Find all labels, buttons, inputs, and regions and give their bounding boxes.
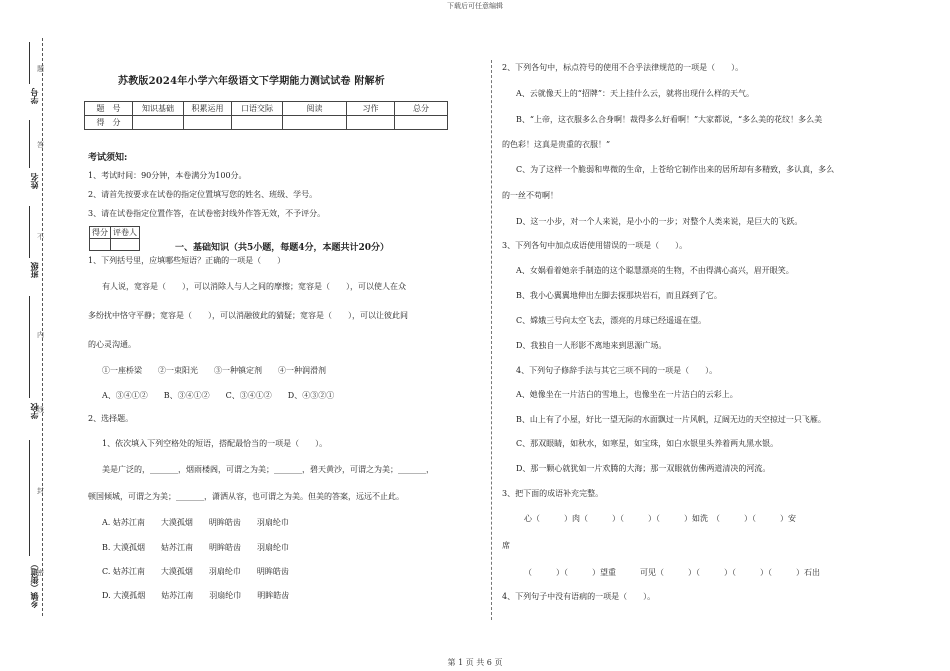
option-line: A、她像坐在一片洁白的雪地上，也像坐在一片洁白的云彩上。 (516, 390, 738, 399)
score-header-cell: 口语交际 (232, 102, 283, 116)
option-line: B、“上帝，这衣服多么合身啊！裁得多么好看啊！”大家都说，“多么美的花纹！多么美 (516, 115, 823, 124)
binding-label-school: 学校 (29, 403, 39, 419)
option-line: ①一座桥梁 ②一束阳光 ③一种镇定剂 ④一种润滑剂 (102, 366, 326, 375)
score-header-cell: 知识基础 (133, 102, 184, 116)
score-cell[interactable] (347, 116, 395, 130)
option-line: A、云就像天上的“招牌”：天上挂什么云，就将出现什么样的天气。 (516, 89, 754, 98)
binding-mark: 题 (37, 65, 44, 73)
score-cell[interactable] (232, 116, 283, 130)
score-cell[interactable] (395, 116, 448, 130)
grader-box-grader-cell[interactable] (111, 239, 140, 251)
notice-item: 1、考试时间：90分钟，本卷满分为100分。 (88, 171, 247, 180)
score-table (84, 101, 448, 130)
question-line: 4、下列句子中没有语病的一项是（ ）。 (502, 592, 656, 601)
option-line: D. 大漠孤烟 姑苏江南 羽扇纶巾 明眸皓齿 (102, 591, 290, 600)
question-line: 2、下列各句中，标点符号的使用不合乎法律规范的一项是（ ）。 (502, 63, 744, 72)
binding-mark: 线 (37, 406, 44, 414)
option-line: 的一丝不苟啊！ (502, 191, 558, 200)
blank-line-class (29, 206, 30, 258)
score-table-score-row (85, 116, 448, 130)
option-line: B、山上有了小屋，好比一望无际的水面飘过一片风帆，辽阔无边的天空掠过一只飞雁。 (516, 415, 826, 424)
score-header-cell: 题 号 (85, 102, 133, 116)
score-header-cell: 积累运用 (184, 102, 232, 116)
option-line: A. 姑苏江南 大漠孤烟 明眸皓齿 羽扇纶巾 (102, 518, 289, 527)
idiom-fill-line: 席 (502, 541, 510, 550)
blank-line-school (29, 296, 30, 398)
question-line: 1、下列括号里，应填哪些短语？正确的一项是（ ） (88, 256, 286, 265)
binding-mark: 封 (37, 487, 44, 495)
score-header-cell: 总分 (395, 102, 448, 116)
question-line: 1、依次填入下列空格处的短语，搭配最恰当的一项是（ ）。 (102, 439, 328, 448)
question-line: 美是广泛的，_______，烟雨楼阁，可谓之为美；_______，碧天黄沙，可谓之为美；_______， (102, 465, 434, 474)
question-line: 3、下列各句中加点成语使用错误的一项是（ ）。 (502, 241, 688, 250)
binding-mark: 不 (37, 233, 44, 241)
option-line: C. 姑苏江南 大漠孤烟 羽扇纶巾 明眸皓齿 (102, 567, 289, 576)
score-cell[interactable] (133, 116, 184, 130)
score-cell[interactable] (283, 116, 347, 130)
score-header-cell: 阅读 (283, 102, 347, 116)
idiom-fill-line: （ ）（ ）望重 可见（ ）（ ）（ ）（ ）石出 (524, 568, 820, 577)
binding-dashed-line (42, 38, 43, 616)
binding-label-town: 乡镇（街道） (29, 560, 39, 608)
grader-box-score-label: 得分 (90, 227, 111, 239)
section-1-title: 一、基础知识（共5小题，每题4分，本题共计20分） (175, 243, 390, 253)
question-line: 4、下列句子修辞手法与其它三项不同的一项是（ ）。 (516, 366, 718, 375)
option-line: B. 大漠孤烟 姑苏江南 明眸皓齿 羽扇纶巾 (102, 543, 289, 552)
score-row-label: 得 分 (85, 116, 133, 130)
option-line: D、我独自一人形影不离地来到思源广场。 (516, 341, 667, 350)
question-line: 的心灵沟通。 (88, 340, 136, 349)
option-line: D、那一颗心就犹如一片欢腾的大海；那一双眼就仿佛两道清决的河流。 (516, 464, 771, 473)
binding-mark: 答 (37, 141, 44, 149)
option-line: A、女娲看着她亲手制造的这个聪慧漂亮的生物，不由得满心高兴，眉开眼笑。 (516, 266, 794, 275)
top-note: 下载后可任意编辑 (447, 2, 503, 10)
question-line: 3、把下面的成语补充完整。 (502, 489, 604, 498)
binding-label-student-id: 学号 (29, 88, 39, 104)
question-line: 2、选择题。 (88, 414, 134, 423)
notice-item: 2、请首先按要求在试卷的指定位置填写您的姓名、班级、学号。 (88, 190, 318, 199)
column-divider (491, 60, 492, 620)
grader-box-score-cell[interactable] (90, 239, 111, 251)
blank-line-town (29, 440, 30, 556)
grader-box-grader-label: 评卷人 (111, 227, 140, 239)
idiom-fill-line: 心（ ）肉（ ）（ ）（ ）如洗 （ ）（ ）安 (524, 514, 796, 523)
blank-line-student-id (29, 42, 30, 84)
option-line: D、这一小步，对一个人来说，是小小的一步；对整个人类来说，是巨大的飞跃。 (516, 217, 803, 226)
notice-title: 考试须知: (88, 153, 128, 163)
question-line: 顿国倾城，可谓之为美；_______，潇洒从容，也可谓之为美。但美的答案，远远不止此。 (88, 492, 404, 501)
option-line: C、为了这样一个脆弱和卑微的生命，上苍给它制作出来的居所却有多精致，多认真，多么 (516, 165, 835, 174)
score-table-header-row (85, 102, 448, 116)
binding-mark: 内 (37, 331, 44, 339)
option-line: C、嫦娥三号向太空飞去，漂亮的月球已经遥遥在望。 (516, 316, 707, 325)
option-line: A、③④①② B、③④①② C、③④①② D、④③②① (102, 391, 335, 400)
binding-label-class: 班级 (29, 262, 39, 278)
notice-item: 3、请在试卷指定位置作答，在试卷密封线外作答无效，不予评分。 (88, 209, 326, 218)
exam-title: 苏教版2024年小学六年级语文下学期能力测试试卷 附解析 (118, 76, 385, 87)
blank-line-name (29, 120, 30, 168)
score-cell[interactable] (184, 116, 232, 130)
grader-box (89, 226, 140, 251)
option-line: C、那双眼睛，如秋水，如寒星，如宝珠，如白水银里头养着两丸黑水银。 (516, 439, 779, 448)
binding-label-name: 姓名 (29, 173, 39, 189)
binding-mark: 密 (37, 569, 44, 577)
option-line: B、我小心翼翼地伸出左脚去探那块岩石，而且踩到了它。 (516, 291, 722, 300)
question-line: 有人说，宽容是（ ），可以消除人与人之间的摩擦；宽容是（ ），可以使人在众 (102, 282, 406, 291)
question-line: 多纷扰中恪守平静；宽容是（ ），可以消融彼此的猜疑；宽容是（ ），可以让彼此间 (88, 311, 408, 320)
score-header-cell: 习作 (347, 102, 395, 116)
option-line: 的色彩！这真是贵重的衣服！” (502, 140, 611, 149)
page-footer: 第 1 页 共 6 页 (447, 658, 503, 667)
